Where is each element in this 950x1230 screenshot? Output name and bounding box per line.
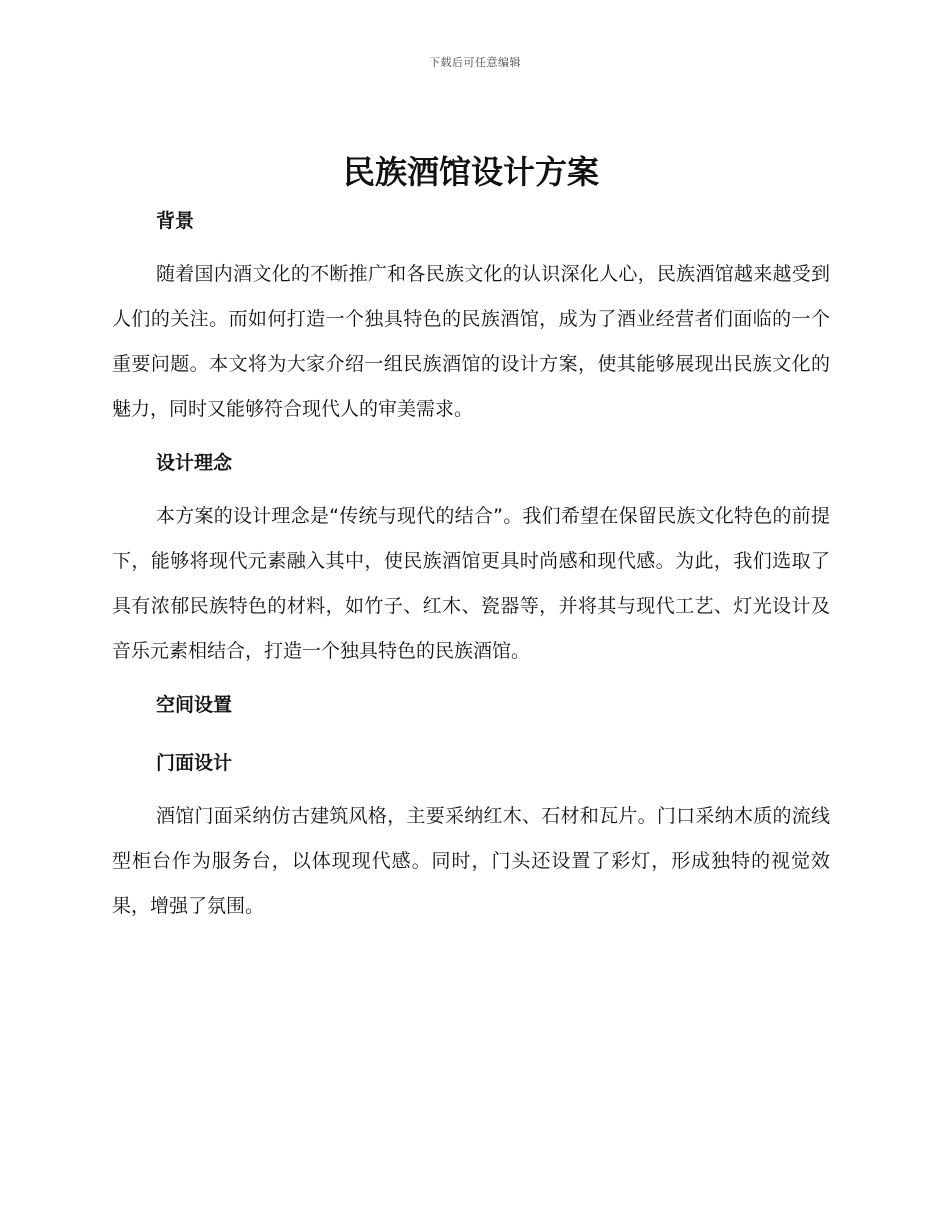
section-heading-background: 背景 — [156, 210, 195, 232]
section-heading-space-layout: 空间设置 — [156, 694, 233, 716]
page-header-note: 下载后可任意编辑 — [429, 56, 521, 69]
section-paragraph-design-concept: 本方案的设计理念是“传统与现代的结合”。我们希望在保留民族文化特色的前提下，能够将现代元素融入其中，使民族酒馆更具时尚感和现代感。为此，我们选取了具有浓郁民族特色的材料，如竹子、红木、瓷器等，并将其与现代工艺、灯光设计及音乐元素相结合，打造一个独具特色的民族酒馆。 — [112, 505, 830, 662]
section-paragraph-background: 随着国内酒文化的不断推广和各民族文化的认识深化人心，民族酒馆越来越受到人们的关注。而如何打造一个独具特色的民族酒馆，成为了酒业经营者们面临的一个重要问题。本文将为大家介绍一组民族酒馆的设计方案，使其能够展现出民族文化的魅力，同时又能够符合现代人的审美需求。 — [112, 263, 830, 420]
section-paragraph-facade-design: 酒馆门面采纳仿古建筑风格，主要采纳红木、石材和瓦片。门口采纳木质的流线型柜台作为服务台，以体现现代感。同时，门头还设置了彩灯，形成独特的视觉效果，增强了氛围。 — [112, 805, 830, 917]
document-title: 民族酒馆设计方案 — [342, 153, 599, 191]
section-heading-facade-design: 门面设计 — [156, 752, 233, 774]
section-heading-design-concept: 设计理念 — [156, 452, 233, 474]
document-body — [112, 150, 830, 929]
